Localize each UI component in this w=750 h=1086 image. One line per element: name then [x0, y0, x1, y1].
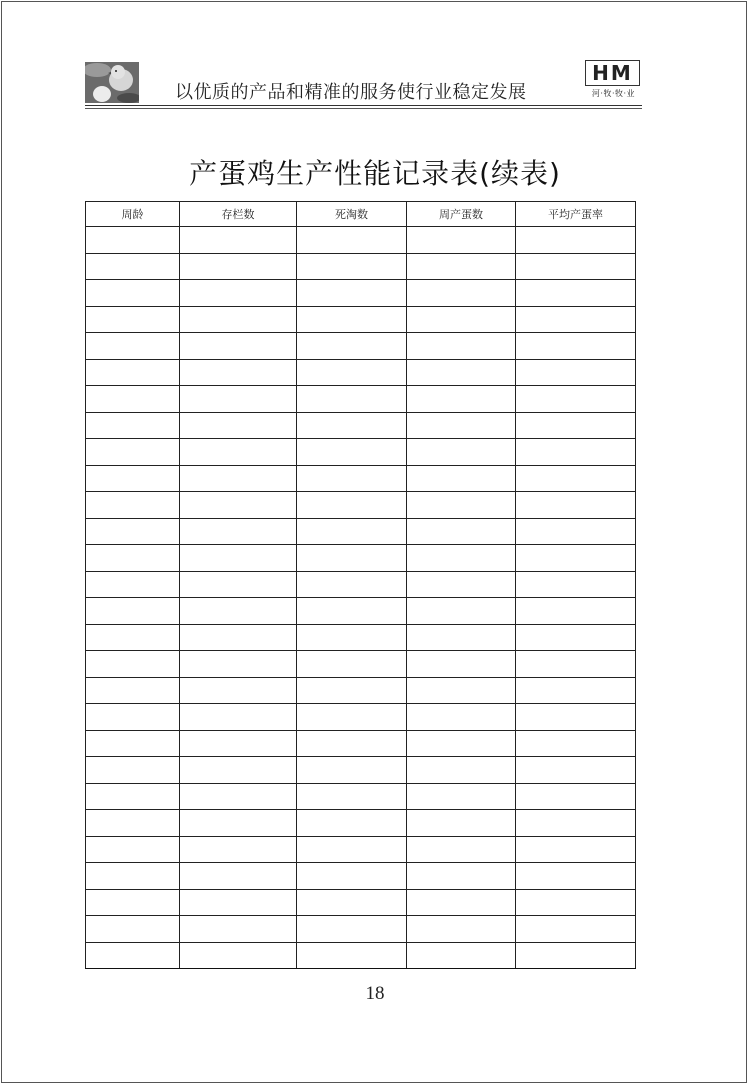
table-cell[interactable]	[180, 677, 297, 704]
page-header	[85, 60, 642, 106]
table-cell[interactable]	[516, 545, 636, 572]
table-cell[interactable]	[407, 863, 516, 890]
table-cell[interactable]	[180, 465, 297, 492]
table-cell[interactable]	[407, 412, 516, 439]
table-cell[interactable]	[407, 889, 516, 916]
table-cell[interactable]	[407, 253, 516, 280]
table-cell[interactable]	[86, 465, 180, 492]
table-cell[interactable]	[516, 651, 636, 678]
company-logo	[585, 60, 642, 102]
table-row	[86, 598, 636, 625]
table-row	[86, 863, 636, 890]
table-row	[86, 253, 636, 280]
record-table	[85, 201, 636, 969]
table-cell[interactable]	[180, 783, 297, 810]
table-cell[interactable]	[516, 280, 636, 307]
table-cell[interactable]	[180, 359, 297, 386]
table-cell[interactable]	[407, 783, 516, 810]
table-cell[interactable]	[516, 227, 636, 254]
table-cell[interactable]	[516, 704, 636, 731]
table-cell[interactable]	[297, 704, 407, 731]
table-cell[interactable]	[180, 757, 297, 784]
table-cell[interactable]	[297, 889, 407, 916]
table-cell[interactable]	[86, 386, 180, 413]
table-cell[interactable]	[297, 651, 407, 678]
column-header-weekly-eggs: 周产蛋数	[407, 202, 516, 227]
table-cell[interactable]	[516, 783, 636, 810]
table-cell[interactable]	[516, 598, 636, 625]
table-cell[interactable]	[516, 863, 636, 890]
table-cell[interactable]	[407, 465, 516, 492]
table-cell[interactable]	[180, 280, 297, 307]
table-cell[interactable]	[407, 916, 516, 943]
table-row	[86, 386, 636, 413]
table-cell[interactable]	[407, 518, 516, 545]
header-rule	[85, 105, 642, 106]
table-cell[interactable]	[297, 571, 407, 598]
table-cell[interactable]	[297, 836, 407, 863]
table-row	[86, 783, 636, 810]
table-header-row	[86, 202, 636, 227]
table-row	[86, 571, 636, 598]
table-cell[interactable]	[297, 863, 407, 890]
table-row	[86, 465, 636, 492]
table-cell[interactable]	[180, 942, 297, 969]
table-row	[86, 916, 636, 943]
table-cell[interactable]	[407, 333, 516, 360]
table-cell[interactable]	[86, 651, 180, 678]
table-cell[interactable]	[86, 783, 180, 810]
table-cell[interactable]	[180, 412, 297, 439]
table-row	[86, 333, 636, 360]
table-cell[interactable]	[516, 253, 636, 280]
table-cell[interactable]	[180, 598, 297, 625]
table-cell[interactable]	[297, 757, 407, 784]
table-row	[86, 651, 636, 678]
table-cell[interactable]	[407, 386, 516, 413]
table-cell[interactable]	[516, 333, 636, 360]
table-cell[interactable]	[297, 359, 407, 386]
table-row	[86, 518, 636, 545]
table-cell[interactable]	[516, 386, 636, 413]
table-cell[interactable]	[86, 863, 180, 890]
page-number: 18	[365, 983, 385, 1004]
table-cell[interactable]	[516, 916, 636, 943]
table-cell[interactable]	[297, 810, 407, 837]
table-row	[86, 227, 636, 254]
table-cell[interactable]	[180, 836, 297, 863]
table-cell[interactable]	[86, 916, 180, 943]
table-cell[interactable]	[180, 306, 297, 333]
table-row	[86, 704, 636, 731]
table-row	[86, 810, 636, 837]
table-cell[interactable]	[516, 730, 636, 757]
table-cell[interactable]	[297, 677, 407, 704]
table-cell[interactable]	[86, 836, 180, 863]
table-cell[interactable]	[297, 518, 407, 545]
table-cell[interactable]	[180, 863, 297, 890]
table-cell[interactable]	[297, 730, 407, 757]
table-cell[interactable]	[297, 386, 407, 413]
table-cell[interactable]	[86, 227, 180, 254]
table-cell[interactable]	[516, 492, 636, 519]
logo-letters: HM	[585, 60, 640, 86]
table-cell[interactable]	[180, 651, 297, 678]
table-cell[interactable]	[516, 518, 636, 545]
table-row	[86, 730, 636, 757]
table-cell[interactable]	[180, 730, 297, 757]
table-cell[interactable]	[407, 942, 516, 969]
table-cell[interactable]	[297, 598, 407, 625]
table-cell[interactable]	[86, 439, 180, 466]
table-cell[interactable]	[86, 359, 180, 386]
table-cell[interactable]	[180, 439, 297, 466]
table-cell[interactable]	[86, 677, 180, 704]
table-cell[interactable]	[180, 386, 297, 413]
table-cell[interactable]	[516, 624, 636, 651]
table-cell[interactable]	[516, 465, 636, 492]
table-cell[interactable]	[297, 624, 407, 651]
table-cell[interactable]	[297, 783, 407, 810]
column-header-deaths-culls: 死淘数	[297, 202, 407, 227]
table-cell[interactable]	[297, 253, 407, 280]
table-cell[interactable]	[407, 306, 516, 333]
table-row	[86, 836, 636, 863]
table-cell[interactable]	[86, 942, 180, 969]
table-cell[interactable]	[407, 624, 516, 651]
table-cell[interactable]	[407, 545, 516, 572]
table-cell[interactable]	[407, 836, 516, 863]
table-cell[interactable]	[516, 836, 636, 863]
table-cell[interactable]	[86, 571, 180, 598]
table-row	[86, 545, 636, 572]
column-header-avg-lay-rate: 平均产蛋率	[516, 202, 636, 227]
table-row	[86, 439, 636, 466]
table-cell[interactable]	[180, 545, 297, 572]
table-cell[interactable]	[86, 412, 180, 439]
column-header-week-age: 周龄	[86, 202, 180, 227]
table-row	[86, 624, 636, 651]
table-cell[interactable]	[86, 889, 180, 916]
table-cell[interactable]	[180, 916, 297, 943]
table-cell[interactable]	[86, 704, 180, 731]
table-row	[86, 757, 636, 784]
table-cell[interactable]	[180, 227, 297, 254]
table-cell[interactable]	[86, 280, 180, 307]
table-cell[interactable]	[86, 306, 180, 333]
column-header-stock: 存栏数	[180, 202, 297, 227]
table-cell[interactable]	[516, 571, 636, 598]
table-row	[86, 492, 636, 519]
logo-subtitle: 河·牧·牧·业	[591, 89, 636, 98]
table-cell[interactable]	[407, 227, 516, 254]
table-cell[interactable]	[86, 492, 180, 519]
table-cell[interactable]	[180, 571, 297, 598]
table-cell[interactable]	[407, 757, 516, 784]
table-cell[interactable]	[516, 677, 636, 704]
chick-photo	[85, 62, 139, 103]
table-cell[interactable]	[516, 306, 636, 333]
table-cell[interactable]	[86, 333, 180, 360]
table-cell[interactable]	[180, 253, 297, 280]
table-cell[interactable]	[86, 518, 180, 545]
table-row	[86, 889, 636, 916]
table-cell[interactable]	[516, 810, 636, 837]
table-cell[interactable]	[297, 942, 407, 969]
table-cell[interactable]	[86, 545, 180, 572]
table-cell[interactable]	[86, 730, 180, 757]
table-cell[interactable]	[297, 492, 407, 519]
table-row	[86, 942, 636, 969]
table-cell[interactable]	[407, 677, 516, 704]
table-cell[interactable]	[86, 757, 180, 784]
table-cell[interactable]	[407, 598, 516, 625]
table-row	[86, 359, 636, 386]
table-row	[86, 412, 636, 439]
table-row	[86, 677, 636, 704]
table-cell[interactable]	[407, 651, 516, 678]
table-cell[interactable]	[516, 412, 636, 439]
table-row	[86, 280, 636, 307]
table-cell[interactable]	[516, 359, 636, 386]
table-body	[86, 227, 636, 969]
table-cell[interactable]	[516, 889, 636, 916]
table-cell[interactable]	[297, 465, 407, 492]
header-slogan: 以优质的产品和精准的服务使行业稳定发展	[175, 82, 527, 103]
table-cell[interactable]	[180, 889, 297, 916]
table-row	[86, 306, 636, 333]
table-cell[interactable]	[297, 227, 407, 254]
table-cell[interactable]	[180, 333, 297, 360]
table-cell[interactable]	[297, 280, 407, 307]
table-cell[interactable]	[516, 439, 636, 466]
table-cell[interactable]	[180, 810, 297, 837]
page-title: 产蛋鸡生产性能记录表(续表)	[189, 157, 561, 190]
table-cell[interactable]	[297, 333, 407, 360]
table-cell[interactable]	[407, 730, 516, 757]
table-cell[interactable]	[180, 518, 297, 545]
table-cell[interactable]	[180, 704, 297, 731]
table-cell[interactable]	[516, 942, 636, 969]
table-cell[interactable]	[407, 439, 516, 466]
table-cell[interactable]	[86, 253, 180, 280]
table-cell[interactable]	[297, 545, 407, 572]
table-cell[interactable]	[86, 624, 180, 651]
table-cell[interactable]	[516, 757, 636, 784]
table-cell[interactable]	[407, 704, 516, 731]
table-cell[interactable]	[407, 359, 516, 386]
table-cell[interactable]	[407, 810, 516, 837]
table-cell[interactable]	[297, 412, 407, 439]
table-cell[interactable]	[180, 492, 297, 519]
table-cell[interactable]	[180, 624, 297, 651]
table-cell[interactable]	[407, 492, 516, 519]
table-cell[interactable]	[86, 810, 180, 837]
table-cell[interactable]	[297, 439, 407, 466]
table-cell[interactable]	[407, 280, 516, 307]
table-cell[interactable]	[297, 916, 407, 943]
table-cell[interactable]	[86, 598, 180, 625]
header-rule-thin	[85, 108, 642, 109]
table-cell[interactable]	[297, 306, 407, 333]
table-cell[interactable]	[407, 571, 516, 598]
